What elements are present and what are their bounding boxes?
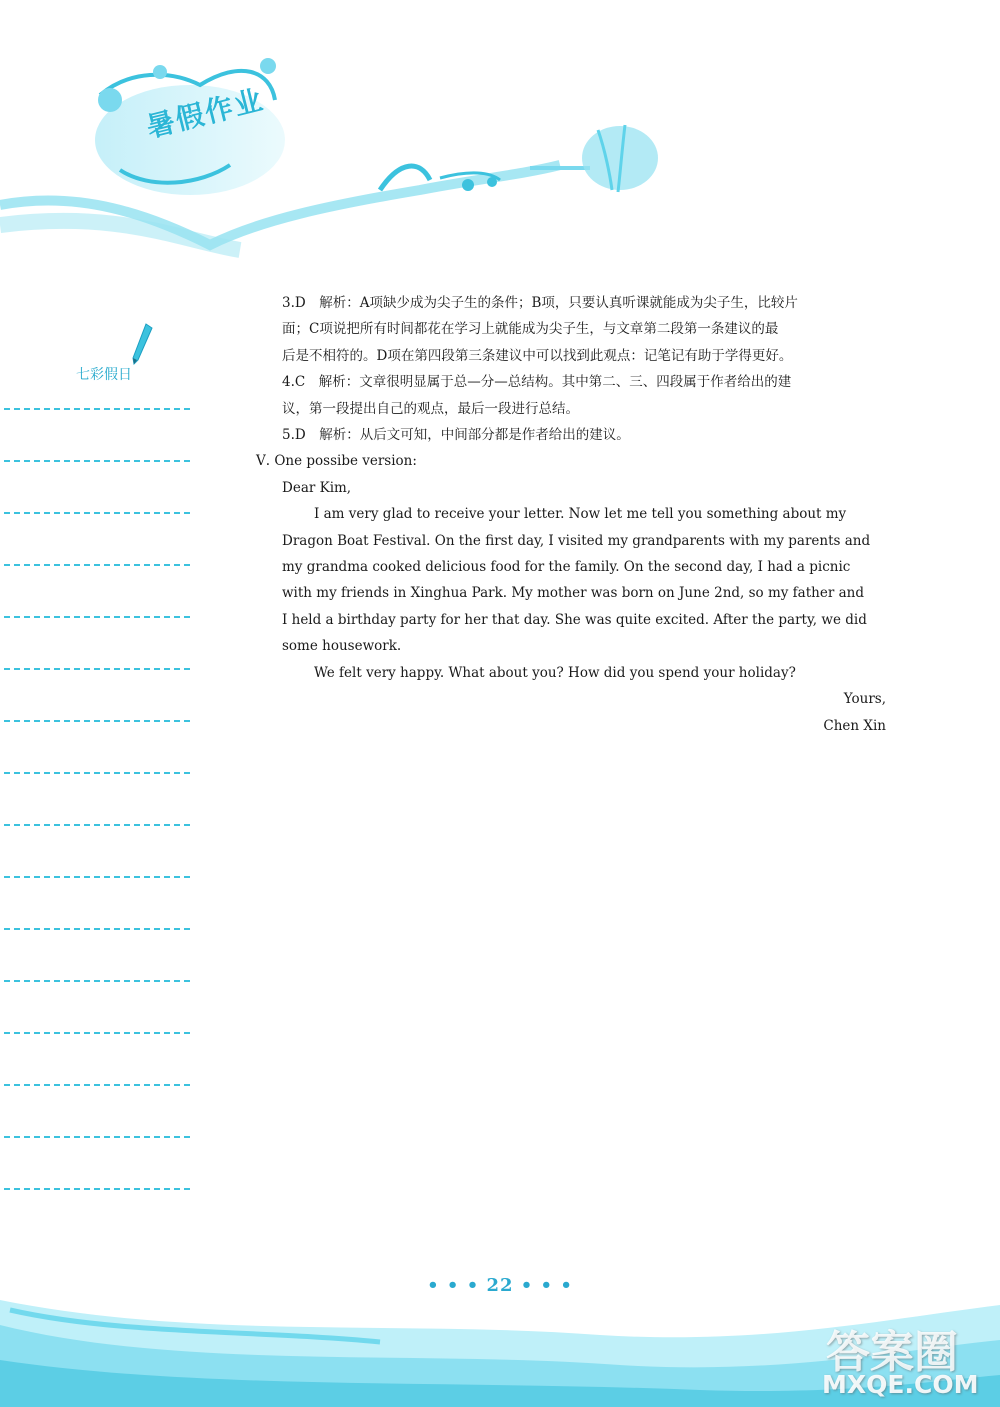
watermark-url: MXQE.COM: [822, 1370, 979, 1399]
letter-line: Dragon Boat Festival. On the first day, I visited my grandparents with my parents and: [282, 532, 871, 549]
page-title: 暑假作业: [143, 82, 268, 144]
note-lines: [4, 408, 190, 1240]
note-line: [4, 772, 190, 774]
note-line: [4, 408, 190, 410]
letter-line: I am very glad to receive your letter. Now let me tell you something about my: [314, 506, 847, 523]
pen-icon: [128, 322, 156, 366]
answer-content: [256, 290, 886, 739]
note-line: [4, 668, 190, 670]
letter-closing: Yours,: [843, 691, 886, 708]
note-line: [4, 512, 190, 514]
sidebar-label: 七彩假日: [76, 367, 132, 383]
letter-paragraph-2: We felt very happy. What about you? How did you spend your holiday?: [314, 664, 796, 681]
note-line: [4, 616, 190, 618]
letter-signature: Chen Xin: [823, 717, 886, 734]
note-line: [4, 1188, 190, 1190]
answer-3: [256, 290, 886, 369]
letter-line: with my friends in Xinghua Park. My mother was born on June 2nd, so my father and: [282, 585, 864, 602]
page-number: • • • 22 • • •: [427, 1275, 573, 1296]
note-line: [4, 564, 190, 566]
answer-4: [256, 369, 886, 422]
answer-line: 3.D 解析：A项缺少成为尖子生的条件；B项，只要认真听课就能成为尖子生，比较片: [282, 295, 798, 311]
letter-line: some housework.: [282, 638, 402, 655]
letter-line: I held a birthday party for her that day. She was quite excited. After the party, we did: [282, 611, 867, 628]
note-line: [4, 980, 190, 982]
section-heading: Ⅴ. One possibe version:: [256, 453, 417, 470]
note-line: [4, 928, 190, 930]
answer-line: 4.C 解析：文章很明显属于总—分—总结构。其中第二、三、四段属于作者给出的建: [282, 374, 792, 391]
watermark-logo: 答案圈: [826, 1327, 958, 1378]
note-line: [4, 1136, 190, 1138]
note-line: [4, 824, 190, 826]
answer-line: 后是不相符的。D项在第四段第三条建议中可以找到此观点：记笔记有助于学得更好。: [282, 347, 793, 364]
note-line: [4, 720, 190, 722]
letter-salutation: Dear Kim,: [282, 479, 352, 496]
note-line: [4, 1084, 190, 1086]
note-line: [4, 460, 190, 462]
note-line: [4, 1032, 190, 1034]
answer-line: 议，第一段提出自己的观点，最后一段进行总结。: [282, 400, 579, 417]
answer-5: 5.D 解析：从后文可知，中间部分都是作者给出的建议。: [282, 427, 630, 444]
letter: [256, 475, 886, 739]
answer-line: 面；C项说把所有时间都花在学习上就能成为尖子生，与文章第二段第一条建议的最: [282, 321, 779, 338]
note-line: [4, 876, 190, 878]
letter-line: my grandma cooked delicious food for the family. On the second day, I had a picnic: [282, 559, 851, 576]
letter-paragraph-1: [282, 501, 886, 659]
